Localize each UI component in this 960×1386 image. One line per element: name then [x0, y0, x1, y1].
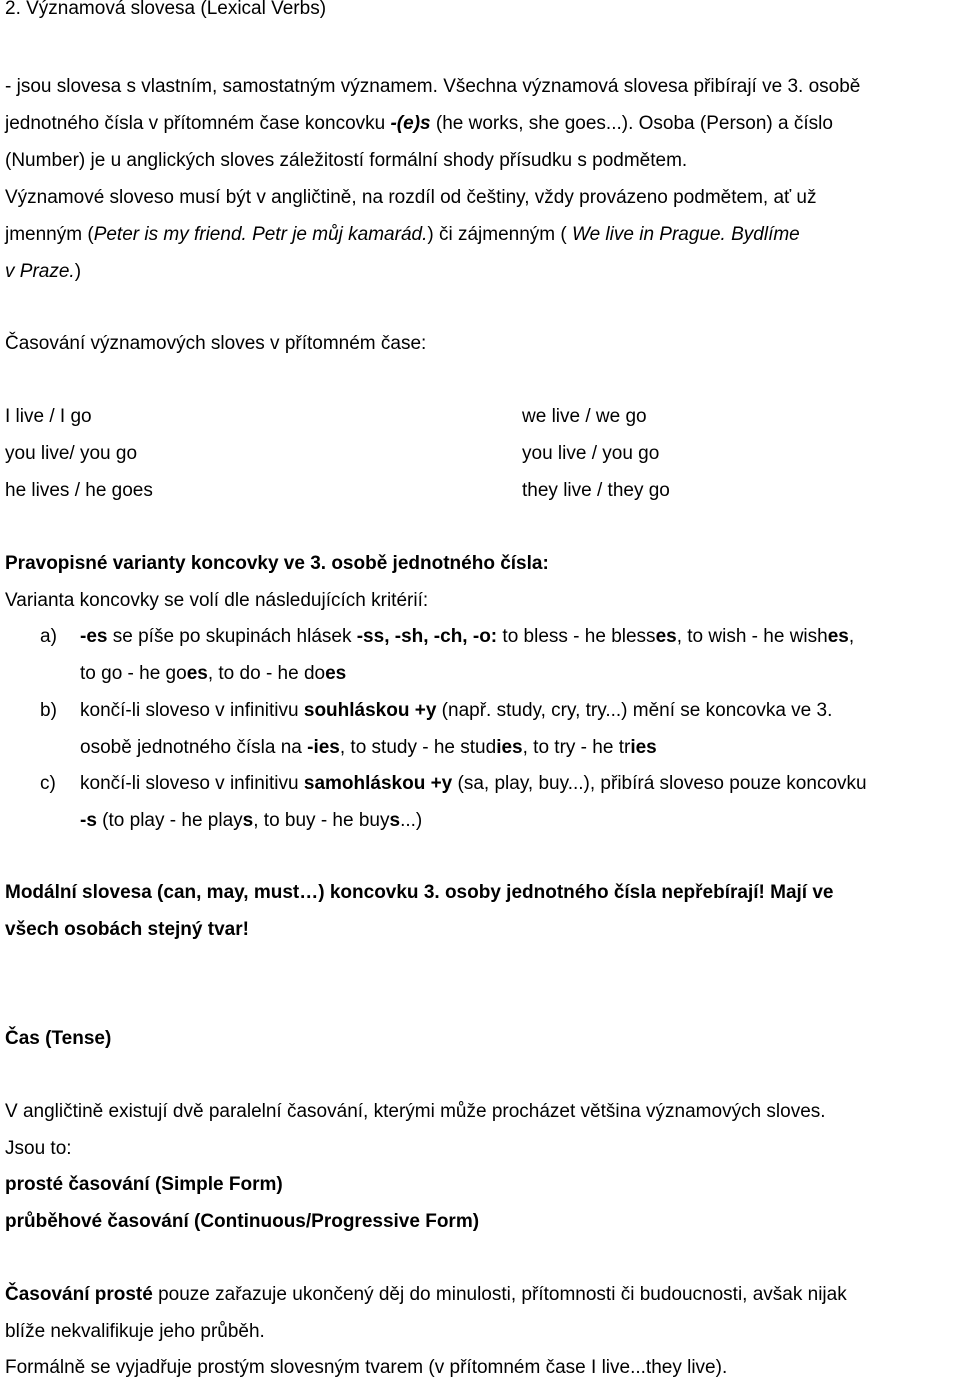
conj-right-3: they live / they go [522, 480, 670, 501]
page-heading: 2. Významová slovesa (Lexical Verbs) [5, 0, 327, 19]
item-c-line-2: -s (to play - he plays, to buy - he buys...) [80, 810, 423, 831]
tense-title: Čas (Tense) [5, 1028, 112, 1049]
tense-line-4: průběhové časování (Continuous/Progressive Form) [5, 1211, 480, 1232]
modal-line-2: všech osobách stejný tvar! [5, 919, 249, 940]
spelling-title: Pravopisné varianty koncovky ve 3. osobě jednotného čísla: [5, 553, 549, 574]
item-a-line-2: to go - he goes, to do - he does [80, 663, 347, 684]
ending-es: -(e)s [390, 113, 431, 134]
text: jednotného čísla v přítomném čase koncovku [5, 113, 391, 134]
conjugation-title: Časování významových sloves v přítomném čase: [5, 333, 427, 354]
example: v Praze. [5, 261, 75, 282]
spelling-subtitle: Varianta koncovky se volí dle následujících kritérií: [5, 590, 429, 611]
tense-line-1: V angličtině existují dvě paralelní časování, kterými může procházet většina významových sloves. [5, 1101, 826, 1122]
text: ) [74, 261, 82, 282]
conj-left-1: I live / I go [5, 406, 92, 427]
item-b-line-1: končí-li sloveso v infinitivu souhláskou +y (např. study, cry, try...) mění se koncovka ve 3. [80, 700, 833, 721]
item-a-line-1: -es se píše po skupinách hlásek -ss, -sh, -ch, -o: to bless - he blesses, to wish - he wishes, [80, 626, 855, 647]
item-c-label: c) [40, 773, 56, 794]
example: We live in Prague. Bydlíme [572, 224, 800, 245]
intro-line-6 [5, 253, 81, 290]
example: Peter is my friend. Petr je můj kamarád. [93, 224, 428, 245]
item-b-label: b) [40, 700, 57, 721]
conj-left-2: you live/ you go [5, 443, 138, 464]
intro-line-2 [5, 105, 833, 142]
tense-line-3: prosté časování (Simple Form) [5, 1174, 283, 1195]
tense-line-2: Jsou to: [5, 1138, 72, 1159]
tense-line-7: Formálně se vyjadřuje prostým slovesným tvarem (v přítomném čase I live...they live). [5, 1357, 728, 1378]
intro-line-3: (Number) je u anglických sloves záležitostí formální shody přísudku s podmětem. [5, 150, 688, 171]
item-b-line-2: osobě jednotného čísla na -ies, to study - he studies, to try - he tries [80, 737, 657, 758]
item-c-line-1: končí-li sloveso v infinitivu samohláskou +y (sa, play, buy...), přibírá sloveso pouze koncovku [80, 773, 867, 794]
tense-line-6: blíže nekvalifikuje jeho průběh. [5, 1321, 265, 1342]
intro-line-1: - jsou slovesa s vlastním, samostatným významem. Všechna významová slovesa přibírají ve 3. osobě [5, 76, 861, 97]
conj-right-2: you live / you go [522, 443, 660, 464]
conj-right-1: we live / we go [522, 406, 647, 427]
intro-line-4: Významové sloveso musí být v angličtině, na rozdíl od češtiny, vždy provázeno podmětem, ať už [5, 187, 817, 208]
text: (he works, she goes...). Osoba (Person) a číslo [430, 113, 833, 134]
tense-line-5: Časování prosté pouze zařazuje ukončený děj do minulosti, přítomnosti či budoucnosti, avšak nijak [5, 1284, 847, 1305]
text: ) či zájmenným ( [427, 224, 572, 245]
item-a-label: a) [40, 626, 57, 647]
conj-left-3: he lives / he goes [5, 480, 153, 501]
text: jmenným ( [5, 224, 94, 245]
modal-line-1: Modální slovesa (can, may, must…) koncovku 3. osoby jednotného čísla nepřebírají! Mají ve [5, 882, 834, 903]
intro-line-5 [5, 216, 800, 253]
